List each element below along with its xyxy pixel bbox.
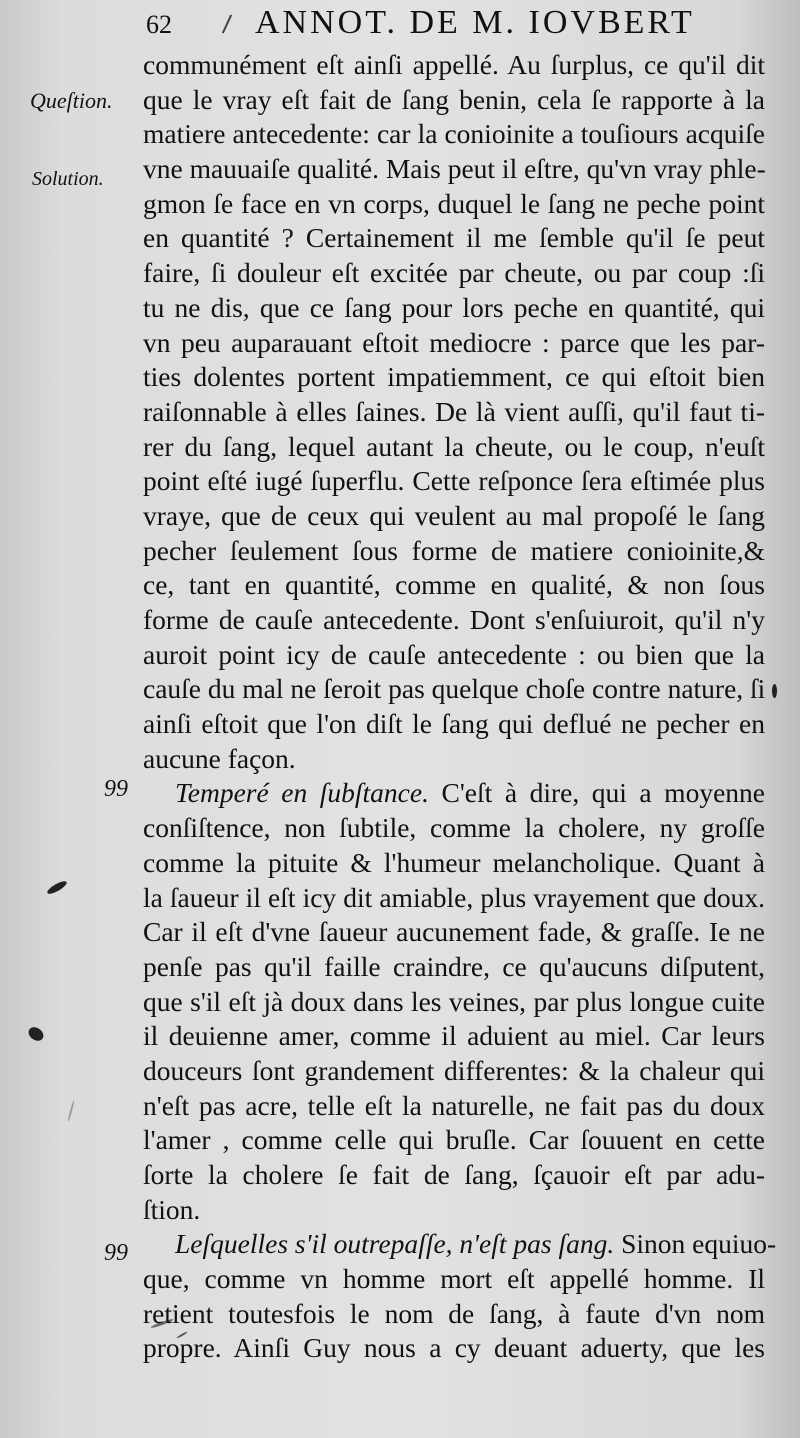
lemma-line xyxy=(143,776,765,811)
margin-note-solution: Solution. xyxy=(32,168,104,190)
text-line: communément eſt ainſi appellé. Au ſurplus, ce qu'il dit xyxy=(143,49,765,80)
ink-blot xyxy=(772,684,777,698)
text-line: conſiſtence, non ſubtile, comme la cholere, ny groſſe xyxy=(143,812,765,844)
text-line: vn peu auparauant eſtoit mediocre : parce que les par- xyxy=(143,326,765,358)
text-line: il deuienne amer, comme il aduient au miel. Car leurs xyxy=(143,1020,765,1052)
lemma-heading: Leſquelles s'il outrepaſſe, n'eſt pas ſang. xyxy=(175,1228,615,1260)
text-line: gmon ſe face en vn corps, duquel le ſang ne peche point xyxy=(143,187,765,219)
margin-note-question: Queſtion. xyxy=(30,88,113,113)
text-line: l'amer , comme celle qui bruſle. Car ſouuent en cette xyxy=(143,1124,765,1156)
body-text xyxy=(143,48,777,1366)
text-line: raiſonnable à elles ſaines. De là vient auſſi, qu'il faut ti- xyxy=(143,395,765,427)
text-line: tu ne dis, que ce ſang pour lors peche en quantité, qui xyxy=(143,291,765,323)
text-line: la ſaueur il eſt icy dit amiable, plus vrayement que doux. xyxy=(143,881,765,913)
text-line: pecher ſeulement ſous forme de matiere conioinite,& xyxy=(143,534,765,566)
text-line: ainſi eſtoit que l'on diſt le ſang qui deflué ne pecher en xyxy=(143,708,765,740)
text-line: point eſté iugé ſuperflu. Cette reſponce ſera eſtimée plus xyxy=(143,465,765,497)
text-line: vne mauuaiſe qualité. Mais peut il eſtre, qu'vn vray phle- xyxy=(143,153,766,185)
ink-blot xyxy=(26,1024,46,1043)
text-line: que s'il eſt jà doux dans les veines, par plus longue cuite xyxy=(143,985,765,1017)
text-line: Car il eſt d'vne ſaueur aucunement fade, & graſſe. Ie ne xyxy=(143,916,765,948)
text-line: auroit point icy de cauſe antecedente : ou bien que la xyxy=(143,638,765,670)
page-number: 62 xyxy=(146,10,172,39)
text-line: comme la pituite & l'humeur melancholique. Quant à xyxy=(143,846,765,878)
text-line: vraye, que de ceux qui veulent au mal propoſé le ſang xyxy=(143,499,765,531)
text-line: retient toutesfois le nom de ſang, à faute d'vn nom xyxy=(143,1297,765,1329)
ink-blot xyxy=(46,879,69,896)
text-line: propre. Ainſi Guy nous a cy deuant aduerty, que les xyxy=(143,1332,765,1364)
text-line: que le vray eſt fait de ſang benin, cela ſe rapporte à la xyxy=(143,83,765,115)
lemma-text: Sinon equiuo- xyxy=(614,1228,777,1260)
text-line: douceurs ſont grandement differentes: & la chaleur qui xyxy=(143,1054,765,1086)
lemma-line xyxy=(143,1227,777,1262)
text-line: ſtion. xyxy=(143,1193,201,1225)
text-line: ce, tant en quantité, comme en qualité, & non ſous xyxy=(143,569,765,601)
text-line: n'eſt pas acre, telle eſt la naturelle, ne fait pas du doux xyxy=(143,1089,765,1121)
page-header xyxy=(0,2,800,46)
text-line: rer du ſang, lequel autant la cheute, ou le coup, n'euſt xyxy=(143,430,765,462)
pen-stroke xyxy=(67,1100,75,1122)
text-line: ſorte la cholere ſe fait de ſang, ſçauoir eſt par adu- xyxy=(143,1159,765,1190)
lemma-text: C'eſt à dire, qui a moyenne xyxy=(428,777,765,809)
margin-marker-99: 99 xyxy=(104,776,128,802)
text-line: penſe pas qu'il faille craindre, ce qu'aucuns diſputent, xyxy=(143,950,765,982)
text-line: aucune façon. xyxy=(143,742,296,774)
text-line: en quantité ? Certainement il me ſemble qu'il ſe peut xyxy=(143,222,765,254)
text-line: matiere antecedente: car la conioinite a touſiours acquiſe xyxy=(143,118,765,150)
text-line: forme de cauſe antecedente. Dont s'enſuiuroit, qu'il n'y xyxy=(143,604,765,635)
text-line: faire, ſi douleur eſt excitée par cheute, ou par coup :ſi xyxy=(143,257,765,289)
margin-marker-99-second: 99 xyxy=(104,1240,128,1266)
text-line: que, comme vn homme mort eſt appellé homme. Il xyxy=(143,1263,765,1295)
text-line: ties dolentes portent impatiemment, ce qui eſtoit bien xyxy=(143,361,765,393)
text-line: cauſe du mal ne ſeroit pas quelque choſe contre nature, ſi xyxy=(143,673,766,705)
ink-slash-mark xyxy=(222,15,232,34)
running-title: ANNOT. DE M. IOVBERT xyxy=(255,4,695,41)
lemma-heading: Temperé en ſubſtance. xyxy=(175,777,429,809)
